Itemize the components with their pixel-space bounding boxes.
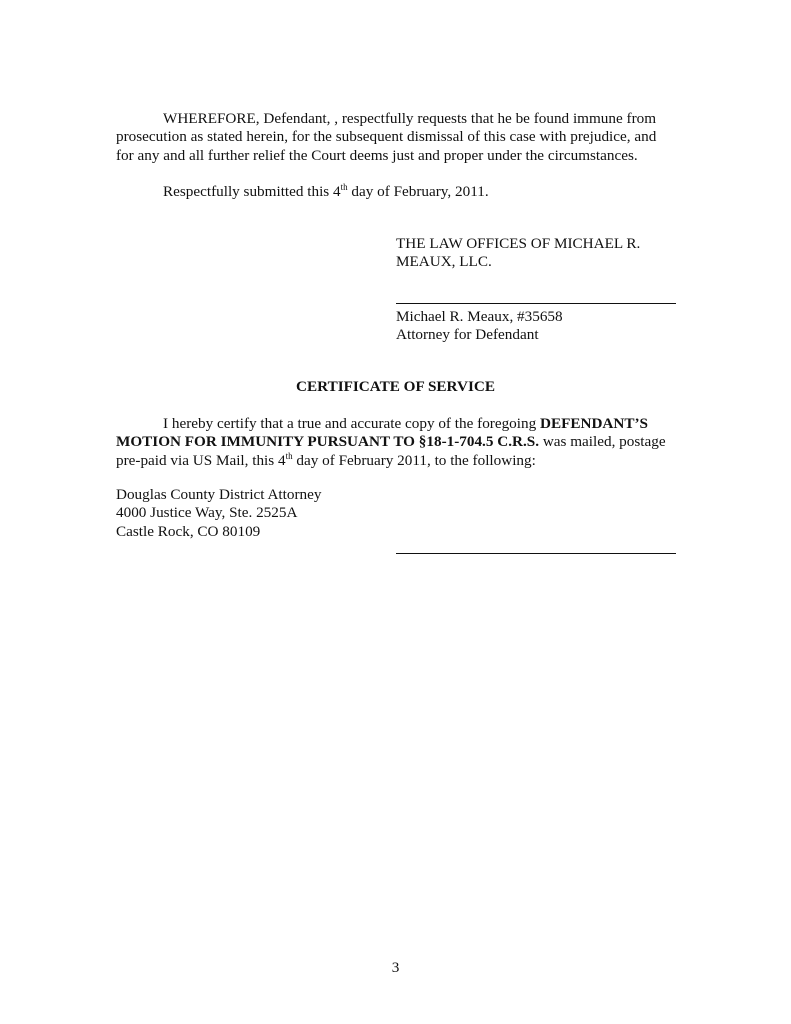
recipient-line-1: Douglas County District Attorney [116,486,322,503]
wherefore-text: WHEREFORE, Defendant, , respectfully requests that he be found immune from prosecution as stated herein, for the subsequent dismissal of this case with prejudice, and for any and all further relief the Court deems just and proper under the circumstances. [116,110,657,164]
certificate-heading: CERTIFICATE OF SERVICE [296,378,495,395]
submitted-paragraph [116,183,676,201]
recipient-line-2: 4000 Justice Way, Ste. 2525A [116,504,298,522]
service-signature-line [396,553,676,554]
submitted-superscript: th [340,182,348,192]
attorney-name: Michael R. Meaux, #35658 [396,308,563,325]
certificate-paragraph [116,415,676,470]
submitted-text-before: Respectfully submitted this 4 [163,183,341,200]
law-firm-name [396,235,686,272]
certificate-superscript: th [285,450,293,461]
wherefore-paragraph [116,110,676,165]
page-number: 3 [391,959,400,976]
recipient-address [116,486,416,541]
attorney-signature-block [396,308,686,345]
certificate-after-title: was mailed, postage pre-paid via US Mail, this 4 [116,433,666,469]
motion-title: DEFENDANT’S MOTION FOR IMMUNITY PURSUANT TO §18-1-704.5 C.R.S. [116,415,648,451]
law-firm-line-2: MEAUX, LLC. [396,253,492,271]
attorney-title: Attorney for Defendant [396,326,539,344]
submitted-text-after: day of February, 2011. [347,183,489,200]
recipient-line-3: Castle Rock, CO 80109 [116,522,261,540]
law-firm-line-1: THE LAW OFFICES OF MICHAEL R. [396,235,641,252]
certificate-closing: day of February 2011, to the following: [292,451,536,469]
certificate-intro: I hereby certify that a true and accurate copy of the foregoing [163,415,540,432]
attorney-signature-line [396,303,676,304]
